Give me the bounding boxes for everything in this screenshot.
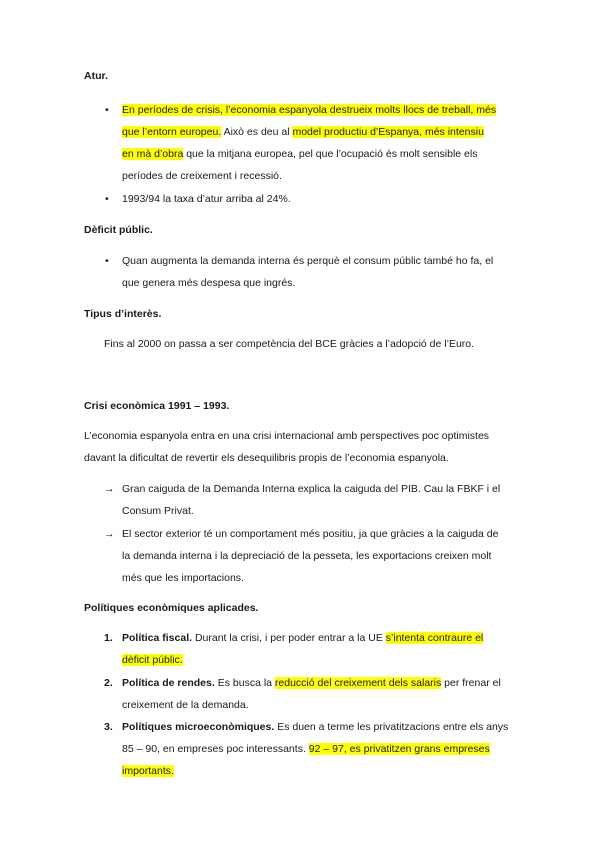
crisi-paragraph-line1: L’economia espanyola entra en una crisi internacional amb perspectives poc optimistes [84,430,490,442]
arrow-right-icon: → [104,483,115,495]
bullet-icon: • [105,193,109,205]
crisi-arrow2-line3: més que les importacions. [122,572,244,584]
politiques-micro-line3: importants. [122,765,174,777]
bullet-icon: • [105,255,109,267]
tipus-text: Fins al 2000 on passa a ser competència del BCE gràcies a l’adopció de l’Euro. [104,338,475,350]
list-number: 3. [104,721,113,733]
crisi-arrow2-line2: la demanda interna i la depreciació de la pesseta, les exportacions creixen molt [122,550,492,562]
atur-bullet1-line1: En períodes de crisis, l’economia espanyola destrueix molts llocs de treball, més [122,104,497,116]
politiques-micro-line1: Polítiques microeconòmiques. Es duen a terme les privatitzacions entre els anys [122,721,509,733]
crisi-arrow1-line2: Consum Privat. [122,505,194,517]
politica-rendes-line2: creixement de la demanda. [122,699,249,711]
section-heading-atur: Atur. [84,70,108,82]
atur-bullet1-line2: que l’entorn europeu. Això es deu al model productiu d’Espanya, més intensiu [122,126,484,138]
list-number: 1. [104,632,113,644]
crisi-arrow2-line1: El sector exterior té un comportament més positiu, ja que gràcies a la caiguda de [122,528,499,540]
arrow-right-icon: → [104,528,115,540]
section-heading-politiques: Polítiques econòmiques aplicades. [84,602,259,614]
atur-bullet2: 1993/94 la taxa d’atur arriba al 24%. [122,193,291,205]
atur-bullet1-line3: en mà d’obra que la mitjana europea, pel que l’ocupació és molt sensible els [122,148,478,160]
bullet-icon: • [105,104,109,116]
list-number: 2. [104,677,113,689]
section-heading-tipus: Tipus d’interès. [84,308,162,320]
atur-bullet1-line4: períodes de creixement i recessió. [122,170,282,182]
politica-fiscal-line1: Política fiscal. Durant la crisi, i per poder entrar a la UE s’intenta contraure el [122,632,484,644]
politiques-micro-line2: 85 – 90, en empreses poc interessants. 92 – 97, es privatitzen grans empreses [122,743,490,755]
politica-fiscal-line2: dèficit públic. [122,654,183,666]
crisi-paragraph-line2: davant la dificultat de revertir els desequilibris propis de l’economia espanyola. [84,452,449,464]
section-heading-deficit: Dèficit públic. [84,224,153,236]
deficit-line2: que genera més despesa que ingrés. [122,277,296,289]
crisi-arrow1-line1: Gran caiguda de la Demanda Interna explica la caiguda del PIB. Cau la FBKF i el [122,483,501,495]
section-heading-crisi: Crisi econòmica 1991 – 1993. [84,400,230,412]
deficit-line1: Quan augmenta la demanda interna és perquè el consum públic també ho fa, el [122,255,494,267]
politica-rendes-line1: Política de rendes. Es busca la reducció del creixement dels salaris per frenar el [122,677,501,689]
